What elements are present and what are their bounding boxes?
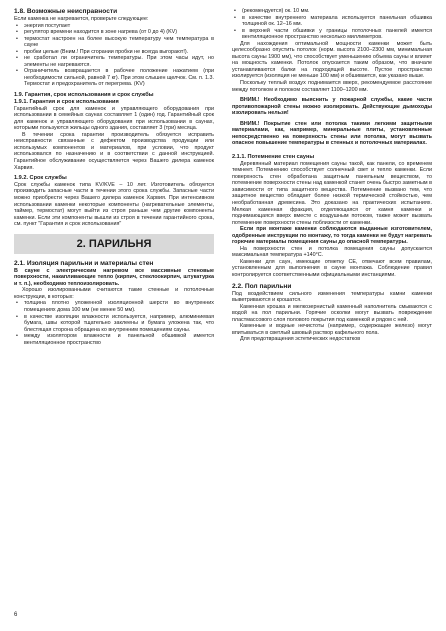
warranty-paragraph-2: В течении срока гарантии производитель обязуется исправить неисправности связанные с дефектом производства продукции или использумых компонентов и материалов, при условии, что продукт использовался по назначению и в соответствии с данной инструкцией. Гарантийное обслуживание осуществляется через Вашего дилера каменок Харвия. <box>14 131 214 171</box>
floor-paragraph-3: Каменные и водные нечистоты (например, содержащие железо) могут впитываться в светлый швовый раствор кафельного пола. <box>232 323 432 336</box>
wall-darkening-paragraph: Деревянный материал помещения сауны такой, как панели, со временем темнеет. Потемнению способствует солнечный свет и тепло каменки. Если поверхность стен обработана защитным панельным веществом, то потемнение поверхности стены над каменкой станет очень быстро заметным в зависимости от типа защитного вещества. Потемнение вызвано тем, что защитное вещество обладает более низкой термической стойкостью, чем необработанная древесина. Это доказано на практических испытаниях. Мелкая каменная фракция, отделяющаяся от камня каменки и поднимающаяся вверх вместе с воздушным потоком, также может вызвать потемнение поверхности стены поблизости от каменки. <box>232 160 432 226</box>
chapter-banner: 2. ПАРИЛЬНЯ <box>14 234 214 254</box>
list-item: • толщина плотно уложенной изоляционной шерсти во внутренних помещениях дома 100 мм (не менее 50 мм). <box>14 300 214 313</box>
list-item: • Ограничитель возвращается в рабочее положение нажатием (при необходимости сильной, равной 7 кг). При этом слышен щелчок. См. п. 1.3. Термостат и предохранитель от перегрева. (KV) <box>14 68 214 88</box>
max-temperature-paragraph: На поверхности стен и потолка помещения сауны допускается максимальная температура +140°C. <box>232 245 432 259</box>
list-item: • энергия поступает <box>14 23 214 30</box>
power-paragraph: Для нахождения оптимальной мощности каменки может быть целесообразно опустить потолок (норм. высота 2100–2300 мм, минимальная высота сауны 1900 мм), что способствует уменьшению объема сауны и влияет на мощность каменки. Потолок опускается таким образом, что вначале устанавливаются балки на подходящей высоте. Пустое пространство изолируется (изоляция не меньше 100 мм) и обшивается, как указано выше. <box>232 40 432 80</box>
ce-paragraph: Каменки для саун, имеющие отметку CE, отвечают всем правилам, установленным для выполнения в сауне монтажа. Соблюдение правил контролируется соответственными официальными инстанциями. <box>232 258 432 279</box>
list-item: • в качестве внутреннего материала используется панельная обшивка толщиной ок. 12–16 мм. <box>232 15 432 28</box>
right-column <box>232 8 432 343</box>
insulation-warning: ВНИМ.! Покрытие стен или потолка такими легкими защитными материалами, как, например, минеральные плиты, установленные непосредственно на поверхность стены или потолка, могут вызвать опасное повышение температуры в стенных и потолочных материалах. <box>232 120 432 147</box>
floor-paragraph-4: Для предотвращения эстетических недостатков <box>240 336 361 343</box>
list-item: • регулятор времени находится в зоне нагрева (от 0 до 4) (KV) <box>14 29 214 36</box>
section-2-1-title: 2.1. Изоляция парильни и материалы стен <box>14 259 154 267</box>
insulation-list <box>14 300 214 346</box>
section-1-9-title: 1.9. Гарантия, срок использования и срок службы <box>14 92 154 99</box>
left-column <box>14 8 214 346</box>
section-1-8-intro: Если каменка не нагревается, проверьте следующее: <box>14 16 149 22</box>
floor-paragraph: Под воздействием сильного изменения температуры камни каменки выветриваются и крошатся. <box>232 290 432 304</box>
list-item: • в верхней части обшивки у границы потолочных панелей имеется вентиляционное пространство несколько миллиметров. <box>232 28 432 41</box>
insulation-bold-paragraph: В сауне с электрическим нагревом все массивные стеновые поверхности, накапливающие тепло (кирпич, стеклоокирпич, штукатурка и т. п.), необходимо теплоизолировать. <box>14 267 214 287</box>
service-life-paragraph: Срок службы каменок типа KV/KVE – 10 лет. Изготовитель обязуется производить запасные части в течении этого срока службы. Запасные части можно приобрести через Вашего дилера каменок Харвия. При интенсивном использовании каменки некоторые компоненты (нагревательные элементы, таймер, термостат) могут выйти из строя раньше чем другие компоненты каменки. Если эти компоненты вышли из строя в течении гарантийного срока, см. пункт "Гарантия и срок использования" <box>14 181 214 228</box>
list-item: • между изолятором влажности и панельной обшивкой имеется вентиляционное пространство <box>14 333 214 346</box>
floor-paragraph-2: Каменная крошка и мелкозернистый каменный наполнитель смываются с водой на пол парильни. Горячие осколки могут вызвать повреждение пластмассового слоя полового покрытия под каменкой и рядом с ней. <box>232 303 432 323</box>
section-1-9-2-title: 1.9.2. Срок службы <box>14 175 67 182</box>
list-item: • в качестве изоляции влажности используется, например, алюминиевая бумага, швы которой тщательно заклеены и бумага уложена так, что блестящая сторона обращена ко внутренним помещениям сауны. <box>14 314 214 334</box>
list-item: • пробки целые (Вним.! При сгорании пробки не всегда выгорают!). <box>14 49 214 56</box>
troubleshooting-list <box>14 23 214 88</box>
fire-note: ВНИМ.! Необходимо выяснить у пожарной службы, какие части противопожарной стены можно изолировать. Действующие дымоходы изолировать нельзя! <box>232 97 432 117</box>
list-item: • термостат настроен на более высокую температуру чем температура в сауне <box>14 36 214 49</box>
page-number: 6 <box>14 612 18 618</box>
installation-bold-paragraph: Если при монтаже каменки соблюдаются выданные изготовителем, одобренные инструкции по монтажу, то тогда каменки не будут нагревать горючие материалы помещения сауны до опасной температуры. <box>232 226 432 246</box>
list-item: • не сработал ли ограничитель температуры. При этом часы идут, но элементы не нагреваются. <box>14 55 214 68</box>
warranty-paragraph: Гарантийный срок для каменок и управляющего оборудования при использовании в семейных саунах составляет 1 (один) год. Гарантийный срок для каменок и управляющего оборудования при использовании в саунах, которыми пользуются жильцы одного здания, составляет 3 (три) месяца. <box>14 105 214 132</box>
section-1-9-1-title: 1.9.1. Гарантия и срок использования <box>14 98 119 105</box>
section-2-1-1-title: 2.1.1. Потемнение стен сауны <box>232 153 315 160</box>
insulation-list-continued <box>232 8 432 41</box>
section-1-8-title: 1.8. Возможные неисправности <box>14 8 118 15</box>
ceiling-paragraph: Поскольку теплый воздух поднимается вверх, рекомендуемое расстояние между потолком и полоком составляет 1100–1200 мм. <box>232 80 432 93</box>
section-2-2-title: 2.2. Пол парильни <box>232 282 292 290</box>
list-item-continued: • (рекомендуется) ок. 10 мм. <box>232 8 432 15</box>
insulation-paragraph: Хорошо изолированными считаются такие стенные и потолочные конструкции, в которых: <box>14 287 214 300</box>
